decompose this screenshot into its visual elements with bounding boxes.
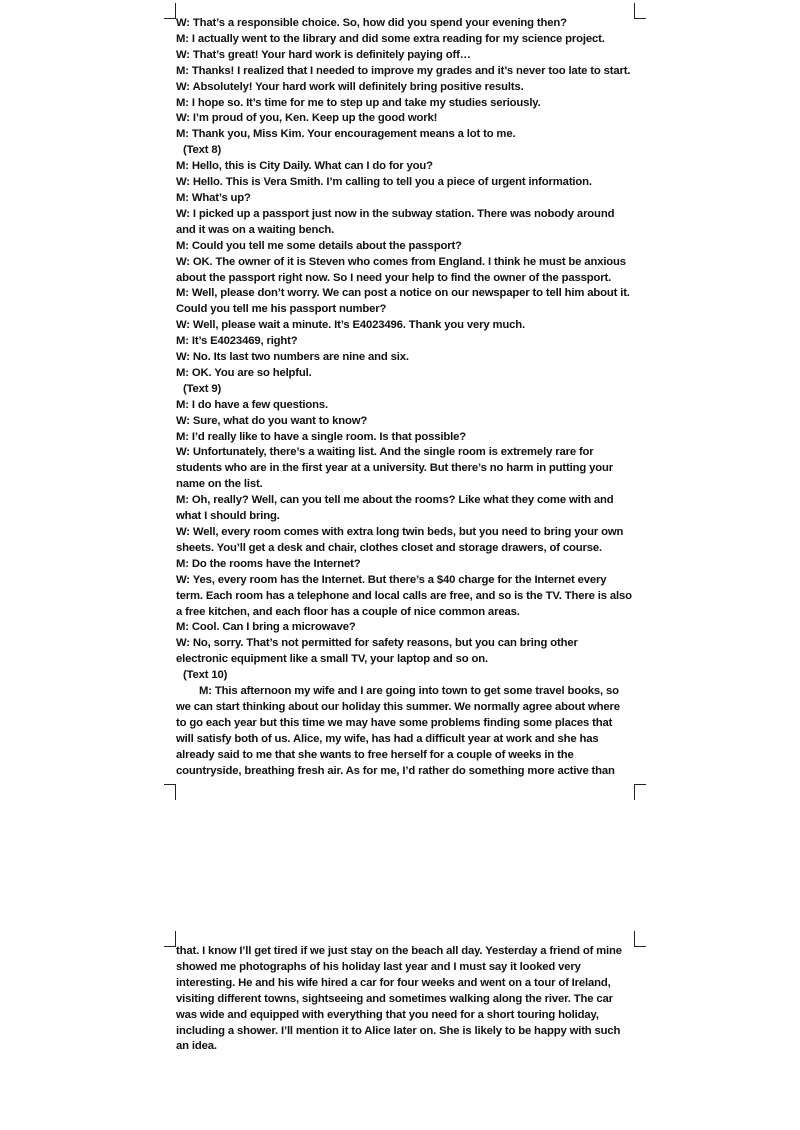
transcript-line: students who are in the first year at a university. But there’s no harm in putting your bbox=[176, 462, 614, 475]
transcript-line: M: Do the rooms have the Internet? bbox=[176, 557, 361, 570]
transcript-line: including a shower. I’ll mention it to Alice later on. She is likely to be happy with such bbox=[176, 1024, 621, 1037]
transcript-line: electronic equipment like a small TV, your laptop and so on. bbox=[176, 653, 488, 666]
transcript-line: W: No. Its last two numbers are nine and six. bbox=[176, 351, 409, 364]
transcript-line: interesting. He and his wife hired a car for four weeks and went on a tour of Ireland, bbox=[176, 976, 611, 989]
transcript-line: visiting different towns, sightseeing and sometimes walking along the river. The car bbox=[176, 992, 613, 1005]
crop-mark-top-left bbox=[164, 3, 176, 19]
transcript-line: what I should bring. bbox=[176, 510, 280, 523]
transcript-line: W: That’s a responsible choice. So, how did you spend your evening then? bbox=[176, 17, 567, 29]
transcript-line: W: That’s great! Your hard work is definitely paying off… bbox=[176, 48, 471, 61]
transcript-line: (Text 10) bbox=[183, 669, 228, 682]
transcript-line: M: Oh, really? Well, can you tell me about the rooms? Like what they come with and bbox=[176, 494, 614, 507]
transcript-line: W: No, sorry. That’s not permitted for safety reasons, but you can bring other bbox=[176, 637, 578, 650]
transcript-line: W: OK. The owner of it is Steven who comes from England. I think he must be anxious bbox=[176, 255, 626, 268]
transcript-line: W: Sure, what do you want to know? bbox=[176, 414, 368, 427]
transcript-line: M: Well, please don’t worry. We can post a notice on our newspaper to tell him about it. bbox=[176, 287, 630, 300]
transcript-line: M: I actually went to the library and did some extra reading for my science project. bbox=[176, 32, 605, 45]
transcript-line: showed me photographs of his holiday last year and I must say it looked very bbox=[176, 960, 581, 973]
transcript-page-2 bbox=[176, 944, 646, 1055]
transcript-line: name on the list. bbox=[176, 478, 263, 491]
transcript-line: Could you tell me his passport number? bbox=[176, 303, 387, 316]
transcript-line: W: Well, please wait a minute. It’s E4023496. Thank you very much. bbox=[176, 319, 526, 332]
transcript-line: M: Cool. Can I bring a microwave? bbox=[176, 621, 356, 634]
transcript-line: W: I picked up a passport just now in the subway station. There was nobody around bbox=[176, 207, 615, 220]
transcript-line: M: I hope so. It’s time for me to step up and take my studies seriously. bbox=[176, 96, 541, 109]
crop-mark-bottom-left bbox=[164, 784, 176, 800]
transcript-line: M: Hello, this is City Daily. What can I do for you? bbox=[176, 160, 433, 173]
transcript-line: (Text 9) bbox=[183, 382, 222, 395]
transcript-line: W: Yes, every room has the Internet. But there’s a $40 charge for the Internet every bbox=[176, 573, 607, 586]
transcript-line: was wide and equipped with everything that you need for a short touring holiday, bbox=[176, 1008, 599, 1021]
transcript-line: about the passport right now. So I need your help to find the owner of the passport. bbox=[176, 271, 612, 284]
transcript-line: W: Hello. This is Vera Smith. I’m calling to tell you a piece of urgent information. bbox=[176, 176, 592, 189]
transcript-line: M: What’s up? bbox=[176, 191, 251, 204]
transcript-line: sheets. You’ll get a desk and chair, clothes closet and storage drawers, of course. bbox=[176, 541, 602, 554]
transcript-line: M: OK. You are so helpful. bbox=[176, 366, 312, 379]
transcript-line: W: Absolutely! Your hard work will definitely bring positive results. bbox=[176, 80, 524, 93]
transcript-line: that. I know I’ll get tired if we just stay on the beach all day. Yesterday a friend of mine bbox=[176, 945, 622, 957]
transcript-line: M: This afternoon my wife and I are going into town to get some travel books, so bbox=[199, 685, 619, 698]
transcript-page-1 bbox=[176, 16, 646, 780]
transcript-line: W: Unfortunately, there’s a waiting list. And the single room is extremely rare for bbox=[176, 446, 594, 459]
transcript-line: M: I do have a few questions. bbox=[176, 398, 328, 411]
transcript-line: W: I’m proud of you, Ken. Keep up the good work! bbox=[176, 112, 438, 125]
crop-mark-page2-top-left bbox=[164, 931, 176, 947]
transcript-line: W: Well, every room comes with extra long twin beds, but you need to bring your own bbox=[176, 526, 624, 538]
transcript-line: countryside, breathing fresh air. As for me, I’d rather do something more active than bbox=[176, 764, 615, 777]
transcript-line: to go each year but this time we may have some problems finding some places that bbox=[176, 716, 613, 729]
crop-mark-bottom-right bbox=[634, 784, 646, 800]
transcript-line: term. Each room has a telephone and local calls are free, and so is the TV. There is also bbox=[176, 589, 632, 602]
transcript-line: M: I’d really like to have a single room. Is that possible? bbox=[176, 430, 466, 443]
transcript-line: M: Thank you, Miss Kim. Your encouragement means a lot to me. bbox=[176, 128, 516, 141]
transcript-line: M: It’s E4023469, right? bbox=[176, 335, 298, 348]
transcript-line: M: Thanks! I realized that I needed to improve my grades and it’s never too late to start. bbox=[176, 64, 631, 77]
transcript-line: M: Could you tell me some details about the passport? bbox=[176, 239, 462, 252]
transcript-line: and it was on a waiting bench. bbox=[176, 223, 335, 236]
transcript-line: an idea. bbox=[176, 1040, 217, 1053]
transcript-line: (Text 8) bbox=[183, 144, 222, 157]
transcript-line: will satisfy both of us. Alice, my wife, has had a difficult year at work and she has bbox=[176, 732, 599, 745]
transcript-line: we can start thinking about our holiday this summer. We normally agree about where bbox=[176, 700, 620, 713]
transcript-line: a free kitchen, and each floor has a couple of nice common areas. bbox=[176, 605, 520, 618]
transcript-line: already said to me that she wants to free herself for a couple of weeks in the bbox=[176, 748, 574, 761]
